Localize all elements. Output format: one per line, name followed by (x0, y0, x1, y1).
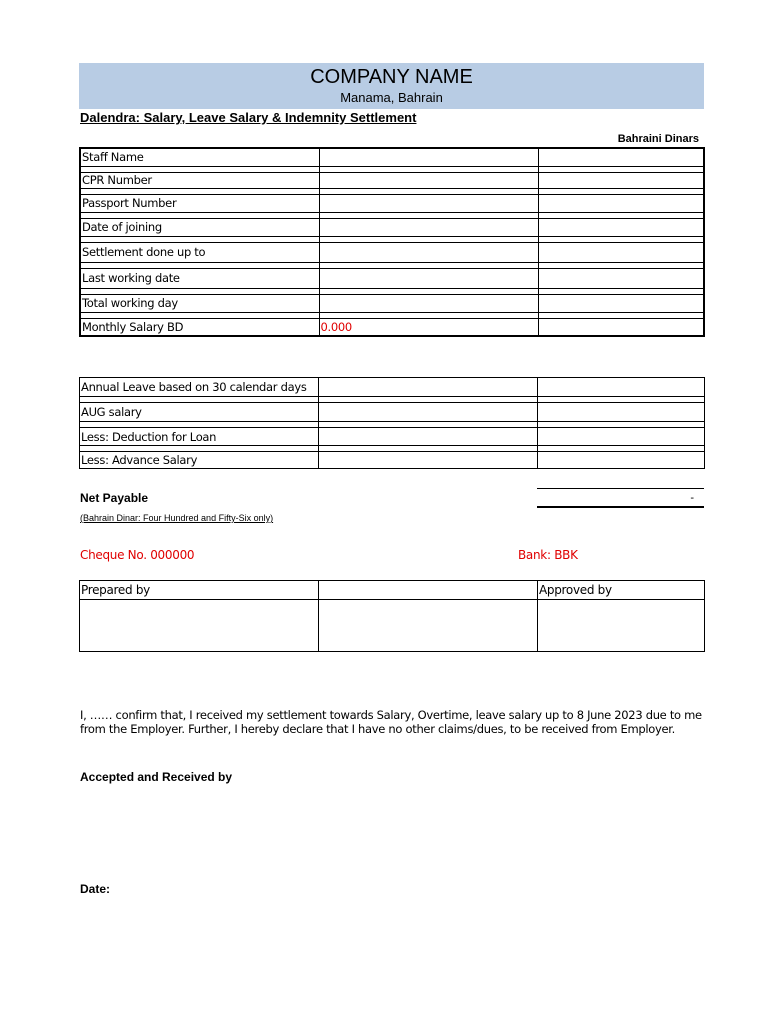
leave-row (80, 403, 705, 422)
staff-row-label: Monthly Salary BD (80, 318, 319, 336)
staff-row-extra[interactable] (538, 218, 704, 236)
leave-row-value[interactable] (319, 378, 538, 397)
staff-row-value[interactable] (319, 148, 538, 166)
amount-in-words: (Bahrain Dinar: Four Hundred and Fifty-Six only) (80, 513, 274, 523)
net-payable-top-rule (537, 488, 704, 489)
confirmation-statement: I, …… confirm that, I received my settlement towards Salary, Overtime, leave salary up to 8 June 2023 due to me from the Employer. Further, I hereby declare that I have no other claims/dues, to be received from Employer. (80, 708, 702, 736)
staff-row-extra[interactable] (538, 242, 704, 262)
leave-row (80, 378, 705, 397)
staff-row-extra[interactable] (538, 172, 704, 188)
approved-by-signature-box[interactable] (538, 600, 705, 652)
currency-label: Bahraini Dinars (617, 133, 699, 145)
header-band (79, 63, 704, 109)
net-payable-label: Net Payable (80, 491, 149, 505)
staff-row (80, 242, 704, 262)
staff-row-label: Total working day (80, 294, 319, 312)
date-label: Date: (80, 882, 111, 896)
leave-row-label: Less: Deduction for Loan (80, 428, 319, 446)
staff-details-table (79, 147, 705, 337)
approved-by-label: Approved by (538, 581, 705, 600)
leave-row-label: Annual Leave based on 30 calendar days (80, 378, 319, 397)
staff-row (80, 194, 704, 212)
staff-row-value[interactable] (319, 194, 538, 212)
leave-row-label: Less: Advance Salary (80, 452, 319, 469)
bank-name: Bank: BBK (518, 548, 578, 562)
company-name: COMPANY NAME (310, 66, 473, 88)
staff-row-value[interactable] (319, 172, 538, 188)
staff-row-label: Last working date (80, 268, 319, 288)
staff-row-extra[interactable] (538, 294, 704, 312)
net-payable-value: - (690, 492, 694, 504)
leave-row-extra[interactable] (538, 452, 705, 469)
leave-row-extra[interactable] (538, 403, 705, 422)
signature-middle-label (319, 581, 538, 600)
staff-row-label: Staff Name (80, 148, 319, 166)
staff-row-extra[interactable] (538, 148, 704, 166)
prepared-by-label: Prepared by (80, 581, 319, 600)
staff-row-value[interactable] (319, 268, 538, 288)
staff-row-label: CPR Number (80, 172, 319, 188)
staff-row (80, 318, 704, 336)
staff-row-value[interactable] (319, 242, 538, 262)
staff-row (80, 218, 704, 236)
signature-table (79, 580, 705, 652)
leave-row (80, 428, 705, 446)
leave-row-extra[interactable] (538, 428, 705, 446)
staff-row-value[interactable] (319, 218, 538, 236)
staff-row-label: Passport Number (80, 194, 319, 212)
leave-row-value[interactable] (319, 428, 538, 446)
staff-row (80, 294, 704, 312)
leave-row (80, 452, 705, 469)
staff-row (80, 148, 704, 166)
staff-row-extra[interactable] (538, 194, 704, 212)
leave-row-value[interactable] (319, 403, 538, 422)
leave-row-label: AUG salary (80, 403, 319, 422)
leave-row-value[interactable] (319, 452, 538, 469)
staff-row-extra[interactable] (538, 318, 704, 336)
staff-row (80, 268, 704, 288)
staff-row-value[interactable] (319, 294, 538, 312)
accepted-received-label: Accepted and Received by (80, 770, 233, 784)
prepared-by-signature-box[interactable] (80, 600, 319, 652)
document-title: Dalendra: Salary, Leave Salary & Indemnity Settlement (80, 110, 417, 125)
staff-row-label: Settlement done up to (80, 242, 319, 262)
net-payable-double-rule (537, 506, 704, 508)
staff-row-extra[interactable] (538, 268, 704, 288)
leave-salary-table (79, 377, 705, 469)
cheque-number: Cheque No. 000000 (80, 548, 195, 562)
staff-row-label: Date of joining (80, 218, 319, 236)
leave-row-extra[interactable] (538, 378, 705, 397)
staff-row (80, 172, 704, 188)
middle-signature-box[interactable] (319, 600, 538, 652)
company-location: Manama, Bahrain (340, 90, 443, 105)
staff-row-value[interactable]: 0.000 (319, 318, 538, 336)
